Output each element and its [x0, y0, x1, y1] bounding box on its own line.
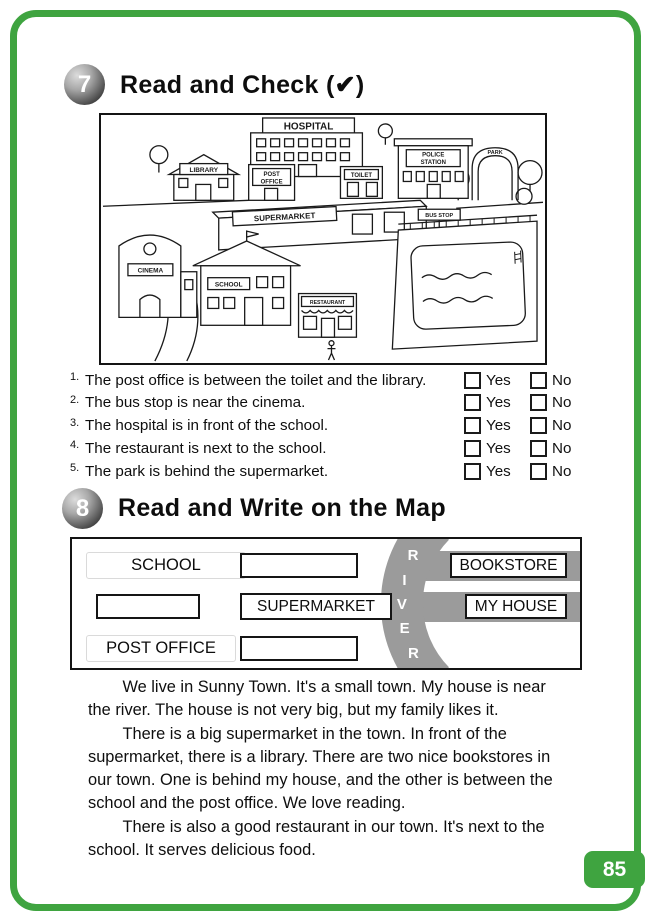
- question-row-5: [70, 462, 582, 480]
- no-label: No: [552, 417, 572, 435]
- toilet-label: TOILET: [350, 173, 372, 179]
- hospital-label: HOSPITAL: [283, 121, 334, 133]
- yes-checkbox[interactable]: [464, 417, 481, 434]
- section-8-number: 8: [75, 494, 90, 522]
- no-label: No: [552, 462, 572, 480]
- reading-passage: [88, 676, 566, 862]
- question-list: [70, 371, 582, 480]
- section-8-title: Read and Write on the Map: [118, 494, 446, 522]
- map-label-bookstore: [450, 553, 567, 578]
- town-illustration-svg: [101, 115, 545, 363]
- answer-options: [464, 372, 582, 389]
- answer-options: [464, 394, 582, 411]
- map-blank-box-1[interactable]: [240, 553, 358, 578]
- answer-options: [464, 440, 582, 457]
- school-label: SCHOOL: [214, 281, 243, 289]
- yes-checkbox[interactable]: [464, 372, 481, 389]
- passage-paragraph-3: There is also a good restaurant in our town. It's next to the school. It serves delicious food.: [88, 817, 545, 860]
- post-office-building: [249, 165, 295, 201]
- section-7-title: Read and Check (✔): [120, 70, 365, 99]
- question-number: 1.: [70, 371, 80, 384]
- bus-stop-label: BUS STOP: [425, 213, 454, 220]
- section-8-header: [62, 488, 446, 529]
- map-blank-box-3[interactable]: [240, 636, 358, 661]
- post-office-label-line2: OFFICE: [260, 179, 283, 186]
- cinema-label: CINEMA: [137, 267, 164, 275]
- question-number: 4.: [70, 439, 80, 452]
- question-text: The hospital is in front of the school.: [85, 417, 329, 435]
- map-label-my-house-text: MY HOUSE: [474, 597, 558, 615]
- no-checkbox[interactable]: [530, 440, 547, 457]
- no-label: No: [552, 394, 572, 412]
- passage-paragraph-1: We live in Sunny Town. It's a small town. My house is near the river. The house is not very big, but my family likes it.: [88, 678, 546, 720]
- park-label: PARK: [487, 150, 503, 157]
- page-number: 85: [584, 851, 645, 888]
- library-label: LIBRARY: [189, 167, 219, 175]
- map-label-school: [86, 552, 246, 579]
- yes-label: Yes: [486, 394, 511, 412]
- river-letter: I: [402, 572, 407, 589]
- answer-options: [464, 463, 582, 480]
- restaurant-label: RESTAURANT: [309, 299, 346, 306]
- police-label-line1: POLICE: [422, 152, 445, 159]
- river-letter: V: [396, 596, 407, 613]
- yes-label: Yes: [486, 439, 511, 457]
- toilet-building: [340, 167, 382, 199]
- no-checkbox[interactable]: [530, 372, 547, 389]
- map-label-supermarket: [240, 593, 392, 620]
- no-checkbox[interactable]: [530, 417, 547, 434]
- question-text: The restaurant is next to the school.: [85, 439, 327, 457]
- question-text: The bus stop is near the cinema.: [85, 394, 306, 412]
- supermarket-label: SUPERMARKET: [253, 211, 316, 224]
- library-building: [169, 155, 239, 201]
- yes-checkbox[interactable]: [464, 394, 481, 411]
- yes-label: Yes: [486, 417, 511, 435]
- post-office-label-line1: POST: [263, 172, 280, 179]
- river-letter: R: [407, 547, 419, 564]
- river-letter: E: [399, 620, 410, 637]
- no-label: No: [552, 439, 572, 457]
- yes-label: Yes: [486, 462, 511, 480]
- section-7-number: 7: [77, 70, 92, 98]
- question-number: 3.: [70, 416, 80, 429]
- town-illustration: [99, 113, 547, 365]
- police-station-building: [394, 139, 472, 199]
- no-checkbox[interactable]: [530, 463, 547, 480]
- question-row-2: [70, 394, 582, 412]
- passage-paragraph-2: There is a big supermarket in the town. In front of the supermarket, there is a library. There are two nice bookstores in our town. One is behind my house, and the other is between the school and the post office. We love reading.: [88, 724, 553, 813]
- no-label: No: [552, 371, 572, 389]
- answer-options: [464, 417, 582, 434]
- map-label-bookstore-text: BOOKSTORE: [459, 556, 558, 574]
- yes-checkbox[interactable]: [464, 463, 481, 480]
- map-label-supermarket-text: SUPERMARKET: [257, 597, 375, 615]
- question-number: 5.: [70, 462, 80, 475]
- person-figure: [327, 341, 335, 360]
- question-row-4: [70, 439, 582, 457]
- map-label-post-office-text: POST OFFICE: [106, 639, 216, 657]
- yes-label: Yes: [486, 371, 511, 389]
- question-text: The post office is between the toilet and the library.: [85, 371, 427, 389]
- cinema-building: [119, 235, 197, 317]
- section-8-badge: [62, 488, 103, 529]
- question-row-1: [70, 371, 582, 389]
- yes-checkbox[interactable]: [464, 440, 481, 457]
- question-row-3: [70, 417, 582, 435]
- question-text: The park is behind the supermarket.: [85, 462, 329, 480]
- map-label-post-office: [86, 635, 236, 662]
- park-pool: [392, 215, 537, 349]
- river-letter: R: [407, 645, 419, 662]
- no-checkbox[interactable]: [530, 394, 547, 411]
- map-blank-box-2[interactable]: [96, 594, 200, 619]
- section-7-header: [64, 64, 364, 105]
- question-number: 2.: [70, 393, 80, 406]
- section-7-badge: [64, 64, 105, 105]
- map-label-my-house: [465, 594, 567, 619]
- park-gate: [472, 148, 518, 201]
- town-map-exercise: [70, 537, 582, 670]
- police-label-line2: STATION: [420, 160, 446, 167]
- map-label-school-text: SCHOOL: [131, 556, 201, 574]
- restaurant-building: [299, 294, 357, 338]
